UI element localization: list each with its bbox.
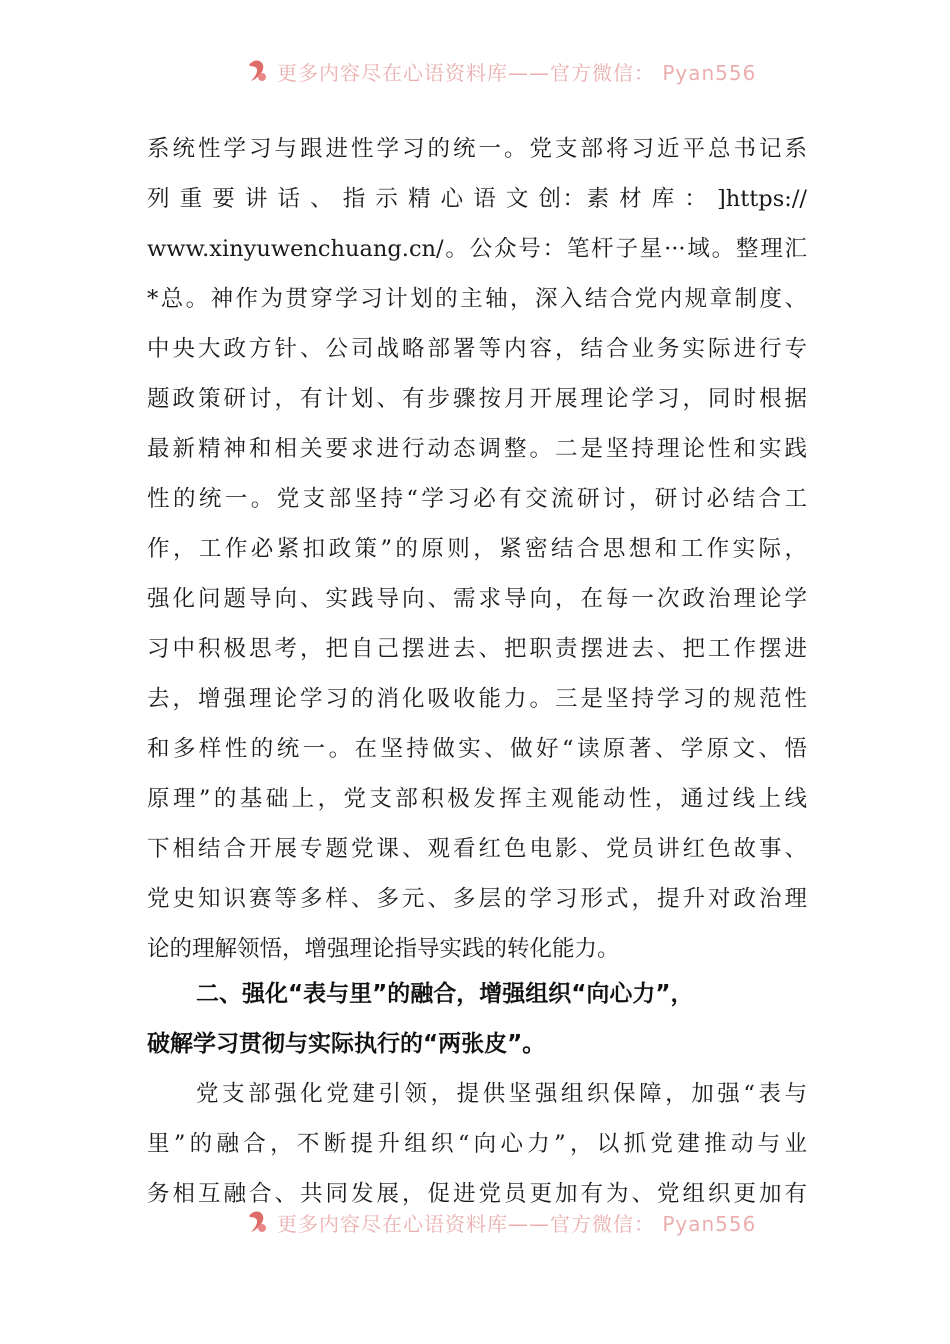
text-line: 强化问题导向、实践导向、需求导向，在每一次政治理论学 bbox=[147, 586, 807, 612]
text-line: 务相互融合、共同发展，促进党员更加有为、党组织更加有 bbox=[147, 1181, 807, 1207]
text-line: 下相结合开展专题党课、观看红色电影、党员讲红色故事、 bbox=[147, 836, 807, 862]
text-line: 列 重 要 讲 话 、 指 示 精 心 语 文 创：素 材 库 ： ]https:// bbox=[147, 186, 807, 212]
text-line: 论的理解领悟，增强理论指导实践的转化能力。 bbox=[147, 936, 620, 962]
text-line: 系统性学习与跟进性学习的统一。党支部将习近平总书记系 bbox=[147, 136, 807, 162]
text-line: 原理”的基础上，党支部积极发挥主观能动性，通过线上线 bbox=[147, 786, 807, 812]
watermark-text: 更多内容尽在心语资料库——官方微信： Pyan556 bbox=[277, 1211, 757, 1236]
text-line: 习中积极思考，把自己摆进去、把职责摆进去、把工作摆进 bbox=[147, 636, 807, 662]
watermark-text: 更多内容尽在心语资料库——官方微信： Pyan556 bbox=[277, 60, 757, 85]
text-line: 和多样性的统一。在坚持做实、做好“读原著、学原文、悟 bbox=[147, 736, 807, 762]
logo-icon bbox=[243, 57, 271, 85]
text-line: 中央大政方针、公司战略部署等内容，结合业务实际进行专 bbox=[147, 336, 807, 362]
logo-icon bbox=[243, 1208, 271, 1236]
header-watermark bbox=[243, 56, 756, 86]
text-line: 去，增强理论学习的消化吸收能力。三是坚持学习的规范性 bbox=[147, 686, 807, 712]
text-line: www.xinyuwenchuang.cn/。公众号：笔杆子星···域。整理汇 bbox=[147, 236, 807, 262]
text-line: 作，工作必紧扣政策”的原则，紧密结合思想和工作实际， bbox=[147, 536, 807, 562]
text-line: 里”的融合，不断提升组织“向心力”，以抓党建推动与业 bbox=[147, 1131, 807, 1157]
text-line: *总。神作为贯穿学习计划的主轴，深入结合党内规章制度、 bbox=[147, 286, 807, 312]
section-heading-line-1: 二、强化“表与里”的融合，增强组织“向心力”， bbox=[196, 981, 694, 1007]
section-heading-line-2: 破解学习贯彻与实际执行的“两张皮”。 bbox=[147, 1031, 546, 1057]
text-line: 党史知识赛等多样、多元、多层的学习形式，提升对政治理 bbox=[147, 886, 807, 912]
text-line: 题政策研讨，有计划、有步骤按月开展理论学习，同时根据 bbox=[147, 386, 807, 412]
text-line: 党支部强化党建引领，提供坚强组织保障，加强“表与 bbox=[196, 1081, 807, 1107]
text-line: 最新精神和相关要求进行动态调整。二是坚持理论性和实践 bbox=[147, 436, 807, 462]
text-line: 性的统一。党支部坚持“学习必有交流研讨，研讨必结合工 bbox=[147, 486, 807, 512]
footer-watermark bbox=[243, 1207, 756, 1237]
